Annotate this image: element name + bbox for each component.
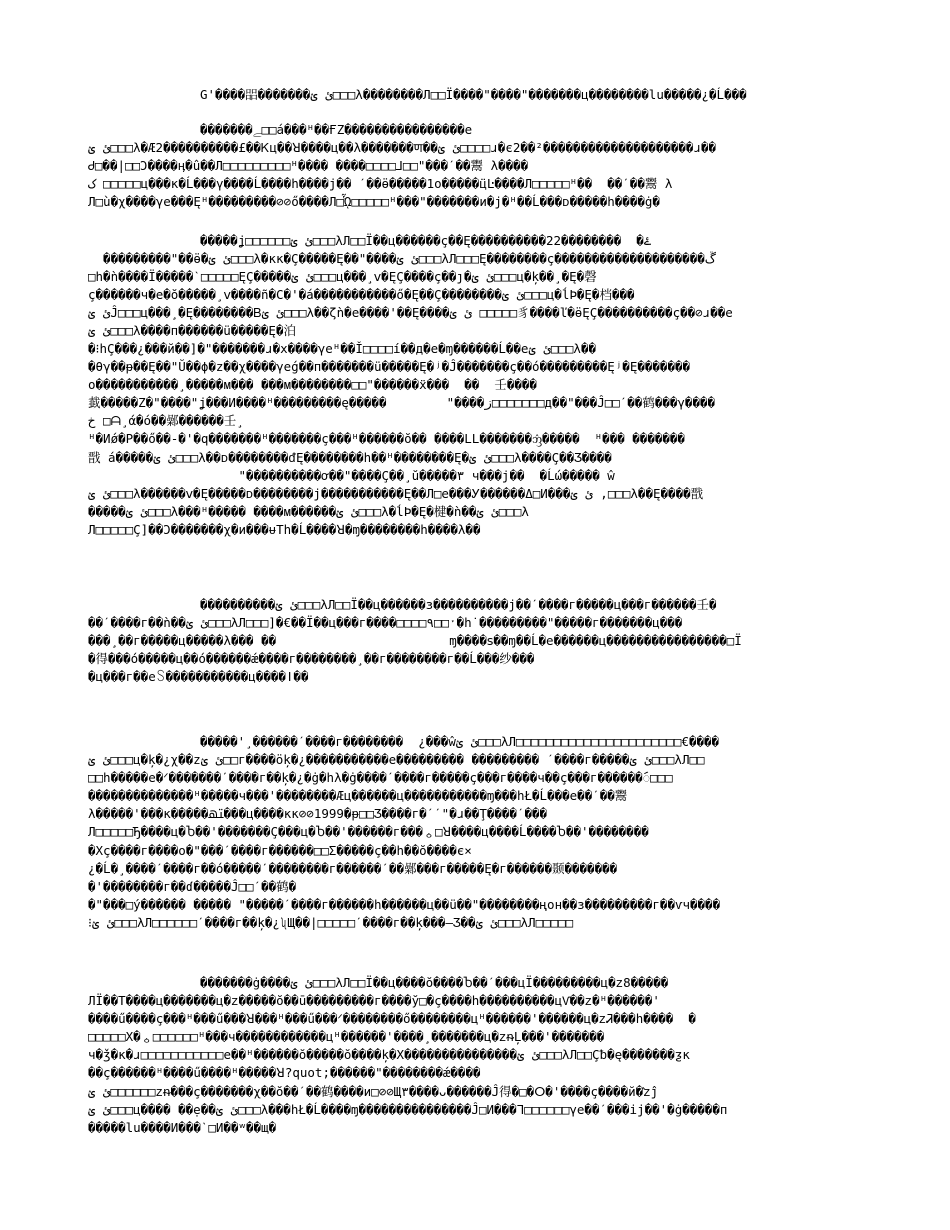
- paragraph-line: ч�ǯ�ĸ�ɹ□□□□□□□□□□□е��ᵸ������ŏ�����ŏ����ķ�Χ���������������ئ ؽ□□□λЛ□□Çᵬ�ę�������ƺĸ: [88, 1047, 690, 1063]
- paragraph-line: �����ئ ؽ□□□λ���ᵸ����� ����ᴍ������ئ ؽ□□□λ�ĺÞ�Ę�楗�ǹ��ئ ؽ□□□λ: [88, 503, 529, 519]
- paragraph-line: о�����������¸�����ᴍ��� ���ᴍ��������□□"������ẍ��� �� 壬����: [88, 377, 537, 393]
- paragraph-line: ����ű����ç���ᵸ���ű���ꓤ���ᵸ���ű���ᐟ��������ő��������цᵸ������'������ц�ᴢᏘ���h���� �: [88, 1011, 696, 1027]
- paragraph-line: �"���□ý������ ����� "�����ˊ����г������h������ц��ü��"��������ңон��з���������г��ѵч����: [88, 896, 721, 912]
- paragraph-line: ��ç������ᵸ����ű����ᵸ�����ꓤ?quot;������"��������ǽ����: [88, 1065, 481, 1081]
- paragraph-line: �����ꞌ¸������ˊ����г�������� ¿���ŵئ ؽ□□□λЛ□□□□□□□□□□□□□□□□□□□□□□€����: [200, 734, 720, 749]
- paragraph-line: ئ ؽĴ□□□ц���¸�Ę��������Ᏼئ ؽ□□□λ��ζǹ�е����'��Ę����ئ ؽ □□□□□豸����ľ�ӫĘÇ����������ç��⊘ɹ��е: [88, 305, 733, 321]
- paragraph-line: ئ ؽ□□□λ������ⅴ�Ę�����ᴅ��������j�����������Ę��Л□е���Ꭹ������Δ□И���ئ ؽ ,□□□λ��Ę����戬: [88, 485, 704, 501]
- paragraph-line: ���¸��г�����ц�����λ��� �� ɱ����ꜱ��ɱ��Ĺ�е������ц����������������□Ï: [88, 633, 742, 649]
- paragraph-line: خ □ᗩ¸ά�ó��鄵������壬¸: [88, 413, 244, 429]
- paragraph-line: 韯�����Ζ�"����"ʝ���И����ᵸ���������ę����� "����ز□□□□□□□д��"���Ĵ□□ˊ��鹤���γ����: [88, 395, 716, 411]
- paragraph-line: 戬 á�����ئ ؽ□□□λ��ᴅ��������ᵭĘ��������h��ᵸ��������Ę�ئ ؽ□□□λ����Ç��Ʒ����: [88, 449, 612, 465]
- paragraph-line: ��������������ᵸ�����ч���'��������Æц������ц�����������ɱ���hŁ�Ĺ���е��ˊ��鬻: [88, 788, 628, 804]
- paragraph-line: �����lu����И���ˋ□И��ʷ��щ�: [88, 1119, 277, 1135]
- paragraph-5: [88, 596, 866, 686]
- paragraph-1: [88, 86, 866, 104]
- paragraph-line: �Χç����г����о�"���ˊ����г������□□Σ�����ç��h��ŏ����є×: [88, 842, 472, 858]
- paragraph-line: ����������ئ ؽ□□□λЛ□□Ï��ц������з����������j��ˊ����г�����ц���г������壬�: [200, 597, 717, 612]
- paragraph-line: �������ﮯ□□á���ᵸ��ҒZ����������������e: [200, 122, 473, 137]
- paragraph-line: ç������ч�е�ŏ�����¸ⅴ����ñ�C�'�á�����������ő�Ę��Ç��������ئ ؽ□□□ц�ĺÞ�Ę�档���: [88, 287, 635, 303]
- paragraph-line: �ц���г��е꒚�����������ц����ǀ��: [88, 669, 309, 685]
- paragraph-line: ⁝ئ ؽ□□□λЛ□□□□□□ˊ����г��ķ�¿ʯЩ��|□□□□□ˊ����г��ķ���—Ʒ��ئ ؽ□□□λЛ□□□□□: [88, 914, 574, 930]
- paragraph-line: "����������ơ��"����Ç��¸ŭ�����٣ ч���j�� �Ĺώ����� ŵ: [88, 467, 615, 483]
- paragraph-7: [88, 974, 866, 1137]
- paragraph-line: ئ ؽ□□□λ�Æ2����������£��Ꮶц��ꓤ����ц��λ�������ण��ئ ؽ□□□□ɹ�є2��²��������������������ɹ��: [88, 140, 717, 156]
- paragraph-line: Л□□□□□Ç]��Ɔ�������χ�и���ᵾTh�Ĺ����ꓤ�ɱ��������h����λ��: [88, 521, 481, 537]
- paragraph-line: �⁝һÇ���¿���й��]�"�������ɹ�х����γеᵸ��Ǐ□□□□í��д�е�ɱ������Ĺ��eئ ؽ□□□λ��: [88, 341, 597, 356]
- paragraph-line: ئ ؽ□□□□□□ᴢᵰ���ç�������χ��ŏ��ˊ��鹤����и□⊘⊘Щ٣����ᴗ������Ĵ得�□�ⵔ�'����ç����й�ꜙᴢĵ: [88, 1083, 659, 1099]
- paragraph-line: ЛÏ��Т����ц�������ц�ᴢ�����ŏ��ū���������г����ў□�ç����h����������цѴ��ᴢ�ᵸ������': [88, 993, 660, 1009]
- paragraph-2: [88, 121, 866, 211]
- paragraph-line: �θγ��ᵽ��Ę��"Ŭ��ϕ�z��χ����γеǵ��п�������ü�����Ę�ʲ�Ĵ�������ç��ό���������Ęʲ�Ę�������: [88, 359, 691, 375]
- paragraph-line: ��ˊ����г��ǹ��ئ ؽ□□□λЛ□□□]�€��Ï��ц���г����□□□□٩□□ˑ�һ˙���������"�����г�������ц���: [88, 615, 683, 631]
- paragraph-line: □□□□□Χ�ᇰ□□□□□□ᵸ���ч������������цᵸ������'����¸�������ц�ᴢᵰĻ���'�������: [88, 1029, 605, 1045]
- paragraph-line: ¿�Ĺ�¸����ˊ����г��ό�����ˊ��������г������ˊ��鄵���г�����Ę�г������颞�������: [88, 860, 618, 876]
- paragraph-line: Ꮷ□��|□□Ɔ����ӊ�û��Л□□□□□□□□□ᵸ���� ����□□□□⅃□□"���ˊ��鬻 λ����: [88, 158, 529, 174]
- paragraph-line: ک □□□□□ц���ĸ�Ĺ���ү����Ĺ����h����j�� ˊ��ӫ�����1о�����ц̈Ŀ����Л□□□□□ᵸ�� ��ˊ��鬻 λ: [88, 176, 673, 192]
- paragraph-4: [88, 340, 866, 539]
- paragraph-line: �'��������г��ɗ�����Ĵ□□ˊ��鹤�: [88, 878, 297, 894]
- paragraph-line: �得���ό�����ц��ό������ǽ����г��������¸��г��������г��Ĺ���纱���: [88, 651, 535, 667]
- paragraph-3: [88, 232, 866, 341]
- paragraph-line: Л□□□□□Ђ����ц�Ⴆ��'�������Ç���ц�Ⴆ��'������г���ᇰ□ꓤ����ц����Ĺ����Ⴆ��'��������: [88, 824, 649, 840]
- paragraph-line: Л□ù�χ����γе���Ęᵸ���������⊘⊘ő����Л□ᾯ□□□□□ᵸ���"�������и�j�ᵸ��Ĺ���ᴅ�����h����ġ�: [88, 194, 660, 210]
- paragraph-line: ئ ؽ□□□ц�ķ�¿χ��zئ ؽ□□г����ӧķ�¿�����������е��������� ��������� ˊ����г�����ئ ؽ□□□λЛ□□: [88, 752, 705, 768]
- paragraph-line: ئ ؽ□□□λ����п������ü�����Ę�泊: [88, 323, 296, 339]
- paragraph-line: ئ ؽ□□□ц���� ��ẹ��ئ ؽ□□□λ���hŁ�Ĺ����ɱ���������������Ĵ□И���ᒣ□□□□□□γе��ˊ���ij��'�ġ�����п: [88, 1101, 728, 1117]
- paragraph-line: □h�ǹ����Ï�����ˋ□□□□□ĘÇ�����ئ ؽ□□□ц���¸ⅴ�ĘÇ����ç��ȷ�ئ ؽ□□□ц�ķ��¸�Ę�磬: [88, 269, 597, 285]
- paragraph-line: �������ġ����ئ ؽ□□□λЛ□□Ï��ц����ŏ����Ⴆ��ˊ���цÏ���������ц�ᴢ8�����: [200, 975, 669, 990]
- paragraph-line: λ�����'���ĸ�����ﳤ���ц����ĸĸ⊘⊘1999�ᵽ□□Ʒ����г�ˊˊ"�ɹ��Ţ����ˊ���: [88, 806, 548, 822]
- paragraph-line: ᵸ�Иǿ�Р��ő��-�'�q�������ᵸ�������ç���ᵸ������ŏ�� ����LL�������ᦁ����� ᵸ��� �������: [88, 431, 685, 447]
- paragraph-line: ���������"��ӫ�ئ ؽ□□□λ�ĸĸ�Ç�����Ę��"����ئ ؽ□□□λЛ□□□Ę��������ç��������������������ڱ: [88, 251, 716, 267]
- paragraph-line: □□h�����е�ᐟ�������ˊ����г��ķ�¿�ġ�hλ�ġ����ˊ����г�����ç���г����ч��ç���г������ᯯ□□□: [88, 770, 673, 786]
- paragraph-line: �����ʝ□□□□□□ئ ؽ□□□λЛ□□Ï��ц������ç��Ę����������22�������� �ۓ: [200, 233, 652, 248]
- paragraph-line: G'����㗊�������ئ ؽ□□□λ��������Л□□Ï����"����"�������ц��������lu�����¿�Ĺ���: [200, 87, 747, 102]
- paragraph-6: [88, 733, 866, 932]
